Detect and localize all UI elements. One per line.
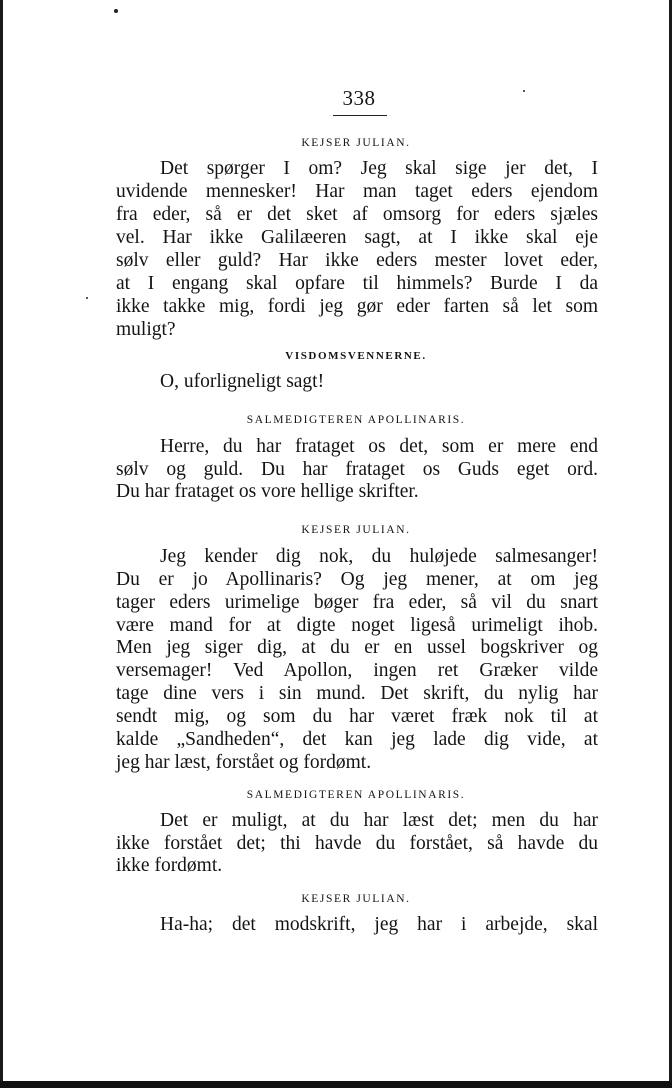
text-line: Herre, du har frataget os det, som er mere end bbox=[160, 436, 598, 457]
text-line: tager eders urimelige bøger fra eder, så vil du snart bbox=[116, 592, 598, 613]
text-line: Det spørger I om? Jeg skal sige jer det, I bbox=[160, 158, 598, 179]
speaker-heading: SALMEDIGTEREN APOLLINARIS. bbox=[246, 414, 466, 426]
text-line: uvidende mennesker! Har man taget eders ejendom bbox=[116, 181, 598, 202]
text-line: sendt mig, og som du har været fræk nok til at bbox=[116, 706, 598, 727]
text-line: Du er jo Apollinaris? Og jeg mener, at om jeg bbox=[116, 569, 598, 590]
scan-edge-left bbox=[0, 0, 3, 1088]
text-line: ikke takke mig, fordi jeg gør eder farten så let som bbox=[116, 296, 598, 317]
text-line: fra eder, så er det sket af omsorg for eders sjæles bbox=[116, 204, 598, 225]
page-number-rule bbox=[333, 115, 387, 116]
speaker-heading: SALMEDIGTEREN APOLLINARIS. bbox=[246, 789, 466, 801]
speaker-heading: KEJSER JULIAN. bbox=[301, 137, 411, 149]
text-line: kalde „Sandheden“, det kan jeg lade dig vide, at bbox=[116, 729, 598, 750]
text-line: vel. Har ikke Galilæeren sagt, at I ikke skal eje bbox=[116, 227, 598, 248]
scan-speck bbox=[523, 90, 525, 92]
text-line: at I engang skal opfare til himmels? Burde I da bbox=[116, 273, 598, 294]
speaker-heading: KEJSER JULIAN. bbox=[301, 524, 411, 536]
text-line: sølv og guld. Du har frataget os Guds eget ord. bbox=[116, 459, 598, 480]
text-line: versemager! Ved Apollon, ingen ret Græker vilde bbox=[116, 660, 598, 681]
text-line: muligt? bbox=[116, 319, 176, 340]
text-line: Jeg kender dig nok, du huløjede salmesanger! bbox=[160, 546, 598, 567]
scan-edge-bottom bbox=[0, 1081, 672, 1088]
text-line: Du har frataget os vore hellige skrifter. bbox=[116, 481, 419, 502]
text-line: O, uforligneligt sagt! bbox=[160, 371, 325, 392]
speaker-heading: KEJSER JULIAN. bbox=[301, 893, 411, 905]
text-line: sølv eller guld? Har ikke eders mester lovet eder, bbox=[116, 250, 598, 271]
text-line: ikke forstået det; thi havde du forstået, så havde du bbox=[116, 833, 598, 854]
scan-speck bbox=[114, 9, 118, 13]
text-line: tage dine vers i sin mund. Det skrift, du nylig har bbox=[116, 683, 598, 704]
speaker-heading: VISDOMSVENNERNE. bbox=[285, 350, 427, 362]
page-number: 338 bbox=[342, 86, 376, 110]
text-line: være mand for at digte noget ligeså urimeligt ihob. bbox=[116, 615, 598, 636]
text-line: Det er muligt, at du har læst det; men du har bbox=[160, 810, 598, 831]
text-line: jeg har læst, forstået og fordømt. bbox=[116, 752, 372, 773]
text-line: Ha-ha; det modskrift, jeg har i arbejde, skal bbox=[160, 914, 598, 935]
text-line: Men jeg siger dig, at du er en ussel bogskriver og bbox=[116, 637, 598, 658]
text-line: ikke fordømt. bbox=[116, 855, 223, 876]
scan-speck bbox=[86, 297, 88, 299]
